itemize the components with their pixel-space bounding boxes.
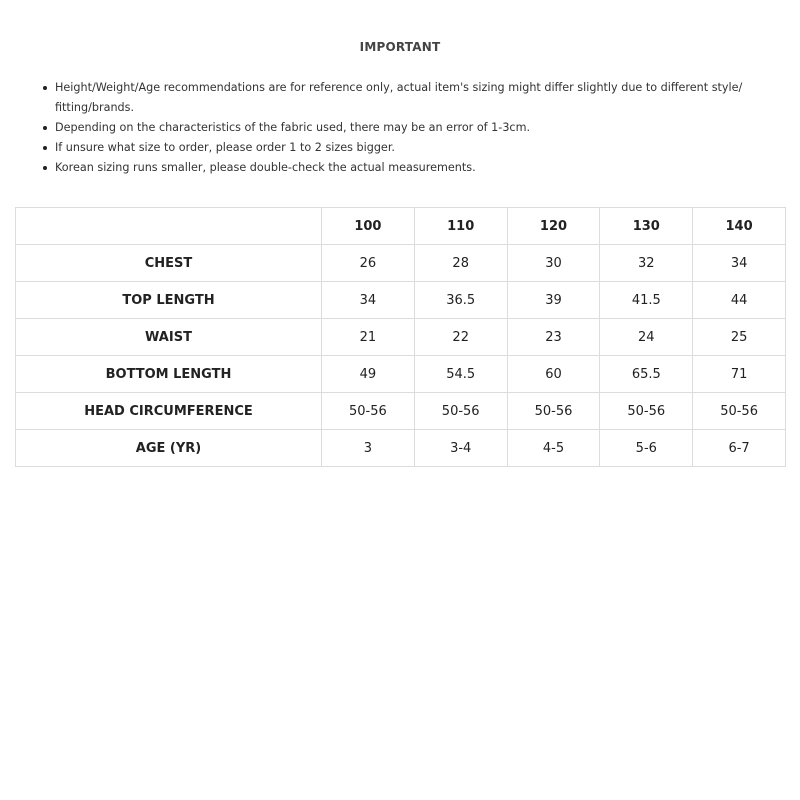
- table-cell: 3: [322, 430, 415, 467]
- notice-list: [0, 78, 782, 178]
- table-row-head-circumference: [16, 393, 786, 430]
- table-cell: 36.5: [414, 282, 507, 319]
- table-cell: 49: [322, 356, 415, 393]
- table-cell: 50-56: [600, 393, 693, 430]
- table-cell: 50-56: [414, 393, 507, 430]
- table-cell: 25: [693, 319, 786, 356]
- row-label: CHEST: [16, 245, 322, 282]
- table-cell: 54.5: [414, 356, 507, 393]
- corner-cell: [16, 208, 322, 245]
- table-cell: 4-5: [507, 430, 600, 467]
- table-row-waist: [16, 319, 786, 356]
- notice-title: IMPORTANT: [359, 40, 441, 54]
- notice-item: Height/Weight/Age recommendations are for reference only, actual item's sizing might differ slightly due to different style/ fitting/brands.: [42, 78, 782, 118]
- notice-item: Depending on the characteristics of the fabric used, there may be an error of 1-3cm.: [42, 118, 782, 138]
- notice-item: If unsure what size to order, please order 1 to 2 sizes bigger.: [42, 138, 782, 158]
- table-cell: 65.5: [600, 356, 693, 393]
- table-cell: 34: [693, 245, 786, 282]
- important-notice: [0, 40, 800, 178]
- table-cell: 32: [600, 245, 693, 282]
- table-row-chest: [16, 245, 786, 282]
- table-cell: 50-56: [693, 393, 786, 430]
- table-cell: 23: [507, 319, 600, 356]
- row-label: WAIST: [16, 319, 322, 356]
- table-cell: 21: [322, 319, 415, 356]
- size-header: 110: [414, 208, 507, 245]
- size-header: 100: [322, 208, 415, 245]
- table-cell: 6-7: [693, 430, 786, 467]
- size-header: 140: [693, 208, 786, 245]
- table-cell: 71: [693, 356, 786, 393]
- table-cell: 3-4: [414, 430, 507, 467]
- table-cell: 50-56: [507, 393, 600, 430]
- table-cell: 60: [507, 356, 600, 393]
- table-row-top-length: [16, 282, 786, 319]
- table-row-bottom-length: [16, 356, 786, 393]
- table-cell: 26: [322, 245, 415, 282]
- row-label: HEAD CIRCUMFERENCE: [16, 393, 322, 430]
- row-label: TOP LENGTH: [16, 282, 322, 319]
- table-cell: 44: [693, 282, 786, 319]
- table-cell: 22: [414, 319, 507, 356]
- row-label: AGE (YR): [16, 430, 322, 467]
- size-header: 130: [600, 208, 693, 245]
- table-cell: 28: [414, 245, 507, 282]
- size-chart-table: [15, 207, 786, 467]
- table-cell: 30: [507, 245, 600, 282]
- table-cell: 34: [322, 282, 415, 319]
- table-cell: 39: [507, 282, 600, 319]
- notice-item: Korean sizing runs smaller, please double-check the actual measurements.: [42, 158, 782, 178]
- table-cell: 5-6: [600, 430, 693, 467]
- table-cell: 50-56: [322, 393, 415, 430]
- size-header: 120: [507, 208, 600, 245]
- table-header-row: [16, 208, 786, 245]
- table-cell: 41.5: [600, 282, 693, 319]
- table-row-age: [16, 430, 786, 467]
- row-label: BOTTOM LENGTH: [16, 356, 322, 393]
- table-cell: 24: [600, 319, 693, 356]
